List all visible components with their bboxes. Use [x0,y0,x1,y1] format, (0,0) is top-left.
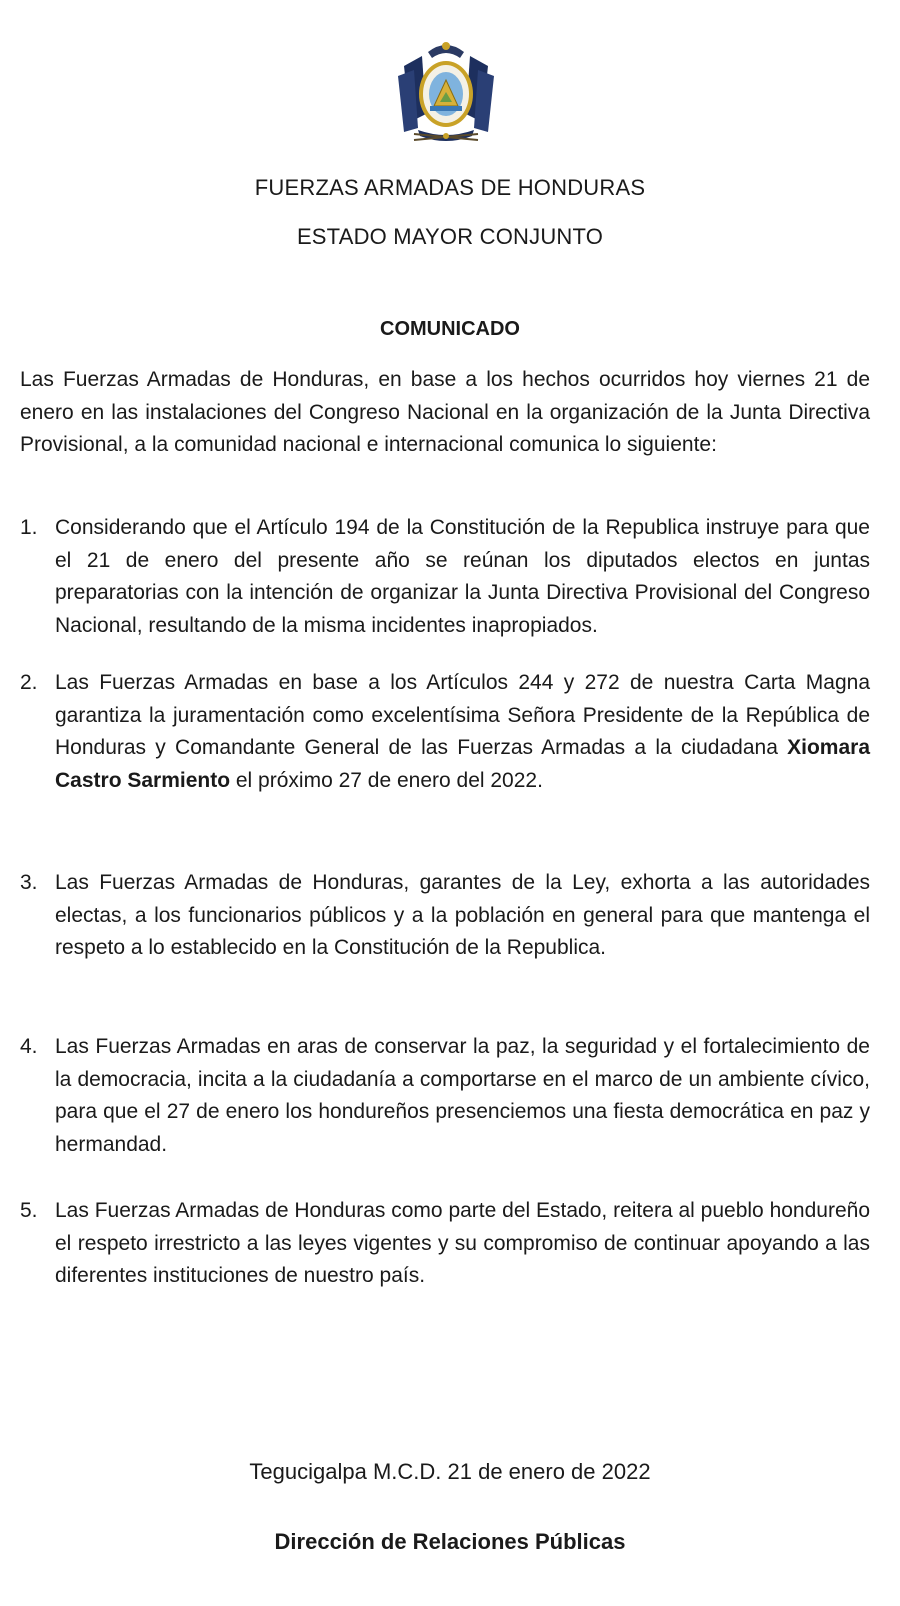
department-name: ESTADO MAYOR CONJUNTO [296,224,604,249]
signature-office: Dirección de Relaciones Públicas [274,1529,626,1554]
item-number: 1. [20,516,38,539]
item-number: 5. [20,1199,38,1222]
coat-of-arms-icon [396,36,496,150]
president-name: Xiomara Castro Sarmiento [55,736,870,792]
list-item [20,867,870,965]
list-item [20,1195,870,1293]
item-text [55,667,870,797]
document-title: COMUNICADO [380,318,520,340]
intro-paragraph: Las Fuerzas Armadas de Honduras, en base a los hechos ocurridos hoy viernes 21 de enero en las instalaciones del Congreso Nacional en la organización de la Junta Directiva Provisional, a la comunidad nacional e internacional comunica lo siguiente: [20,368,870,456]
item-text: Las Fuerzas Armadas en aras de conservar la paz, la seguridad y el fortalecimiento de la democracia, incita a la ciudadanía a comportarse en el marco de un ambiente cívico, para que el 27 de enero los hondureños presenciemos una fiesta democrática en paz y hermandad. [55,1035,870,1156]
item-number: 3. [20,871,38,894]
list-item [20,1031,870,1161]
list-item [20,512,870,642]
item-number: 2. [20,671,38,694]
place-and-date: Tegucigalpa M.C.D. 21 de enero de 2022 [249,1459,651,1484]
item-text-before: Las Fuerzas Armadas en base a los Artículos 244 y 272 de nuestra Carta Magna garantiza la juramentación como excelentísima Señora Presidente de la República de Honduras y Comandante General de las Fuerzas Armadas a la ciudadana [55,671,870,759]
organization-name: FUERZAS ARMADAS DE HONDURAS [254,175,646,200]
item-number: 4. [20,1035,38,1058]
item-text: Las Fuerzas Armadas de Honduras, garantes de la Ley, exhorta a las autoridades electas, a los funcionarios públicos y a la población en general para que mantenga el respeto a lo establecido en la Constitución de la Republica. [55,871,870,959]
item-text: Considerando que el Artículo 194 de la Constitución de la Republica instruye para que el 21 de enero del presente año se reúnan los diputados electos en juntas preparatorias con la intención de organizar la Junta Directiva Provisional del Congreso Nacional, resultando de la misma incidentes inapropiados. [55,516,870,637]
item-text-after: el próximo 27 de enero del 2022. [230,768,543,792]
list-item [20,667,870,797]
item-text: Las Fuerzas Armadas de Honduras como parte del Estado, reitera al pueblo hondureño el respeto irrestricto a las leyes vigentes y su compromiso de continuar apoyando a las diferentes instituciones de nuestro país. [55,1199,870,1287]
